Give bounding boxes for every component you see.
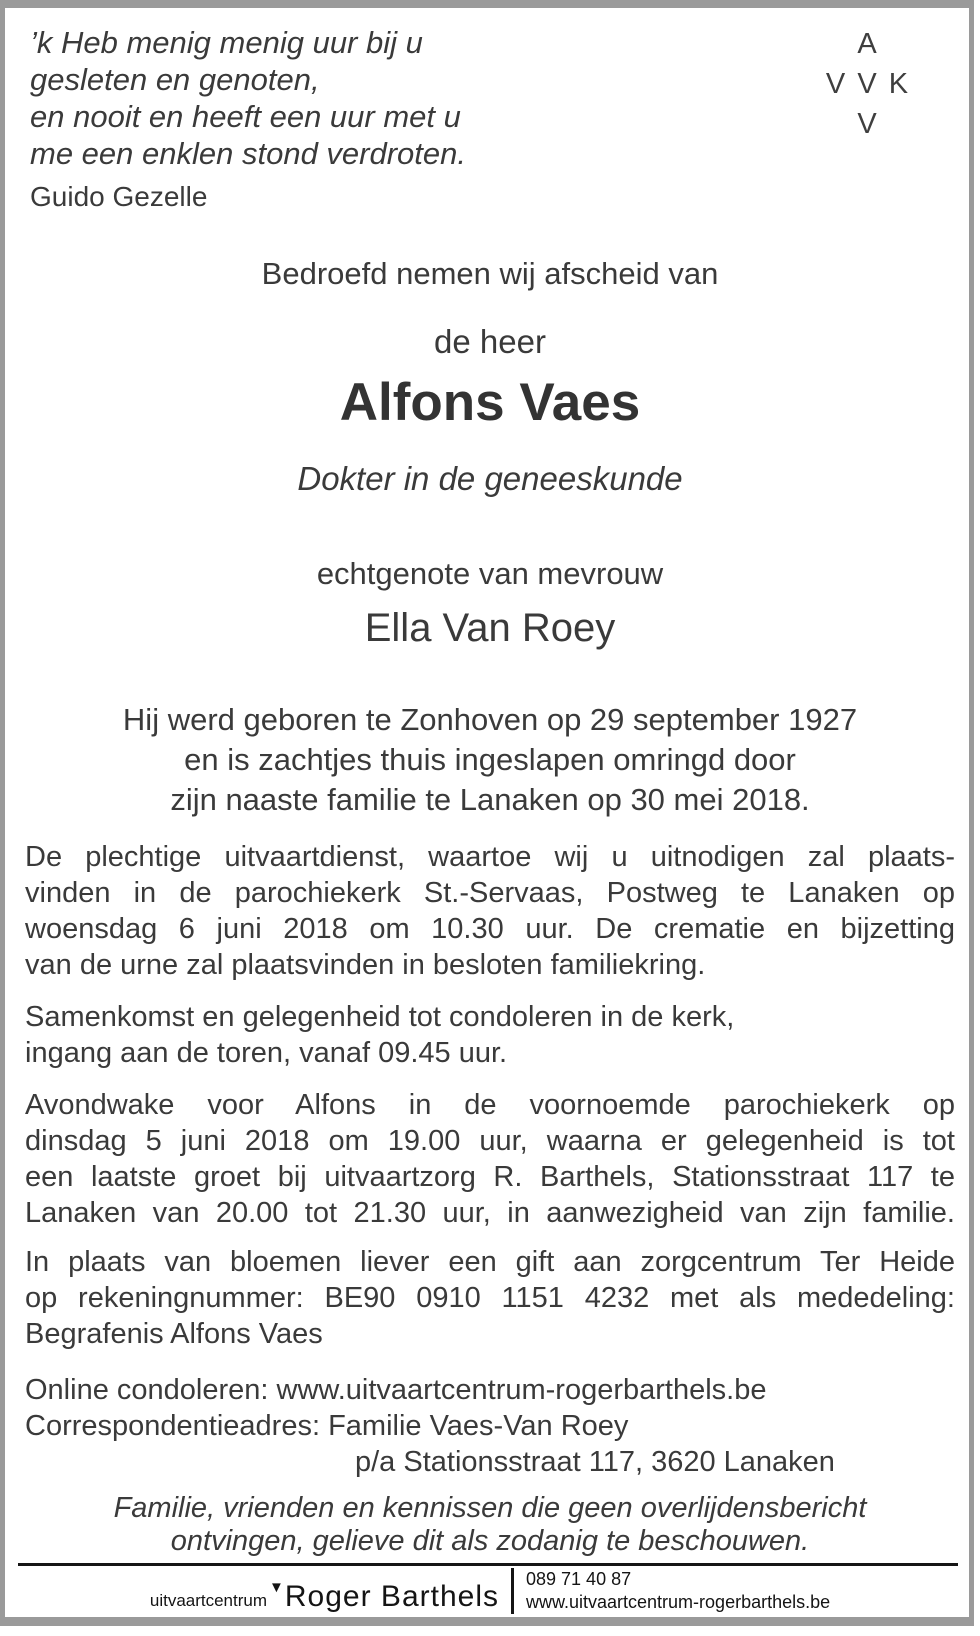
donation-paragraph <box>25 1244 955 1352</box>
footer-separator-line <box>18 1563 958 1566</box>
monogram <box>800 24 936 144</box>
life-dates <box>25 700 955 820</box>
life-dates-line: Hij werd geboren te Zonhoven op 29 september 1927 <box>122 702 858 737</box>
service-line: woensdag 6 juni 2018 om 10.30 uur. De crematie en bijzetting <box>25 913 955 945</box>
footer-divider <box>511 1568 514 1614</box>
footer-phone: 089 71 40 87 <box>526 1569 632 1589</box>
brand-name-label: Roger Barthels <box>284 1580 499 1613</box>
announcement-intro: Bedroefd nemen wij afscheid van <box>261 256 719 291</box>
poem-line: me een enklen stond verdroten. <box>30 136 466 171</box>
gathering-line: Samenkomst en gelegenheid tot condoleren in de kerk, <box>25 1001 735 1033</box>
notice-block <box>25 1492 955 1558</box>
poem-line: ’k Heb menig menig uur bij u <box>30 25 423 60</box>
service-line: vinden in de parochiekerk St.-Servaas, Postweg te Lanaken op <box>25 877 955 909</box>
wake-line: dinsdag 5 juni 2018 om 19.00 uur, waarna er gelegenheid is tot <box>25 1125 955 1157</box>
gathering-line: ingang aan de toren, vanaf 09.45 uur. <box>25 1037 508 1069</box>
poem-author: Guido Gezelle <box>30 181 208 212</box>
service-line: van de urne zal plaatsvinden in besloten familiekring. <box>25 949 706 981</box>
funeral-home-logo <box>150 1580 499 1614</box>
wake-line: Lanaken van 20.00 tot 21.30 uur, in aanwezigheid van zijn familie. <box>25 1197 955 1229</box>
online-condolence-line: Online condoleren: www.uitvaartcentrum-rogerbarthels.be <box>25 1374 767 1406</box>
notice-line: ontvingen, gelieve dit als zodanig te beschouwen. <box>170 1525 810 1557</box>
donation-line: op rekeningnummer: BE90 0910 1151 4232 met als mededeling: <box>25 1282 955 1314</box>
service-paragraph <box>25 839 955 983</box>
footer <box>0 1568 980 1614</box>
spouse-name: Ella Van Roey <box>364 606 616 650</box>
footer-website: www.uitvaartcentrum-rogerbarthels.be <box>526 1592 831 1612</box>
correspondence-address-line: p/a Stationsstraat 117, 3620 Lanaken <box>355 1446 835 1478</box>
monogram-row: A <box>857 28 879 60</box>
life-dates-line: zijn naaste familie te Lanaken op 30 mei 2018. <box>170 782 810 817</box>
wake-line: Avondwake voor Alfons in de voornoemde parochiekerk op <box>25 1089 955 1121</box>
brand-triangle-icon: ▼ <box>269 1579 284 1596</box>
wake-paragraph <box>25 1087 955 1231</box>
profession-title: Dokter in de geneeskunde <box>297 460 683 497</box>
monogram-row: V <box>857 108 879 140</box>
footer-contact <box>526 1568 830 1614</box>
salutation: de heer <box>434 323 546 360</box>
poem-block <box>30 24 590 214</box>
contact-paragraph <box>25 1372 955 1480</box>
brand-small-label: uitvaartcentrum <box>149 1591 268 1610</box>
gathering-paragraph <box>25 999 955 1071</box>
monogram-row: V V K <box>825 68 911 100</box>
spouse-intro: echtgenote van mevrouw <box>316 556 664 591</box>
poem-line: en nooit en heeft een uur met u <box>30 99 461 134</box>
correspondence-line: Correspondentieadres: Familie Vaes-Van Roey <box>25 1410 629 1442</box>
deceased-name: Alfons Vaes <box>339 373 641 432</box>
notice-line: Familie, vrienden en kennissen die geen overlijdensbericht <box>113 1492 867 1524</box>
service-line: De plechtige uitvaartdienst, waartoe wij u uitnodigen zal plaats- <box>25 841 955 873</box>
donation-line: In plaats van bloemen liever een gift aan zorgcentrum Ter Heide <box>25 1246 955 1278</box>
donation-line: Begrafenis Alfons Vaes <box>25 1318 323 1350</box>
wake-line: een laatste groet bij uitvaartzorg R. Barthels, Stationsstraat 117 te <box>25 1161 955 1193</box>
life-dates-line: en is zachtjes thuis ingeslapen omringd door <box>184 742 796 777</box>
poem-line: gesleten en genoten, <box>30 62 320 97</box>
